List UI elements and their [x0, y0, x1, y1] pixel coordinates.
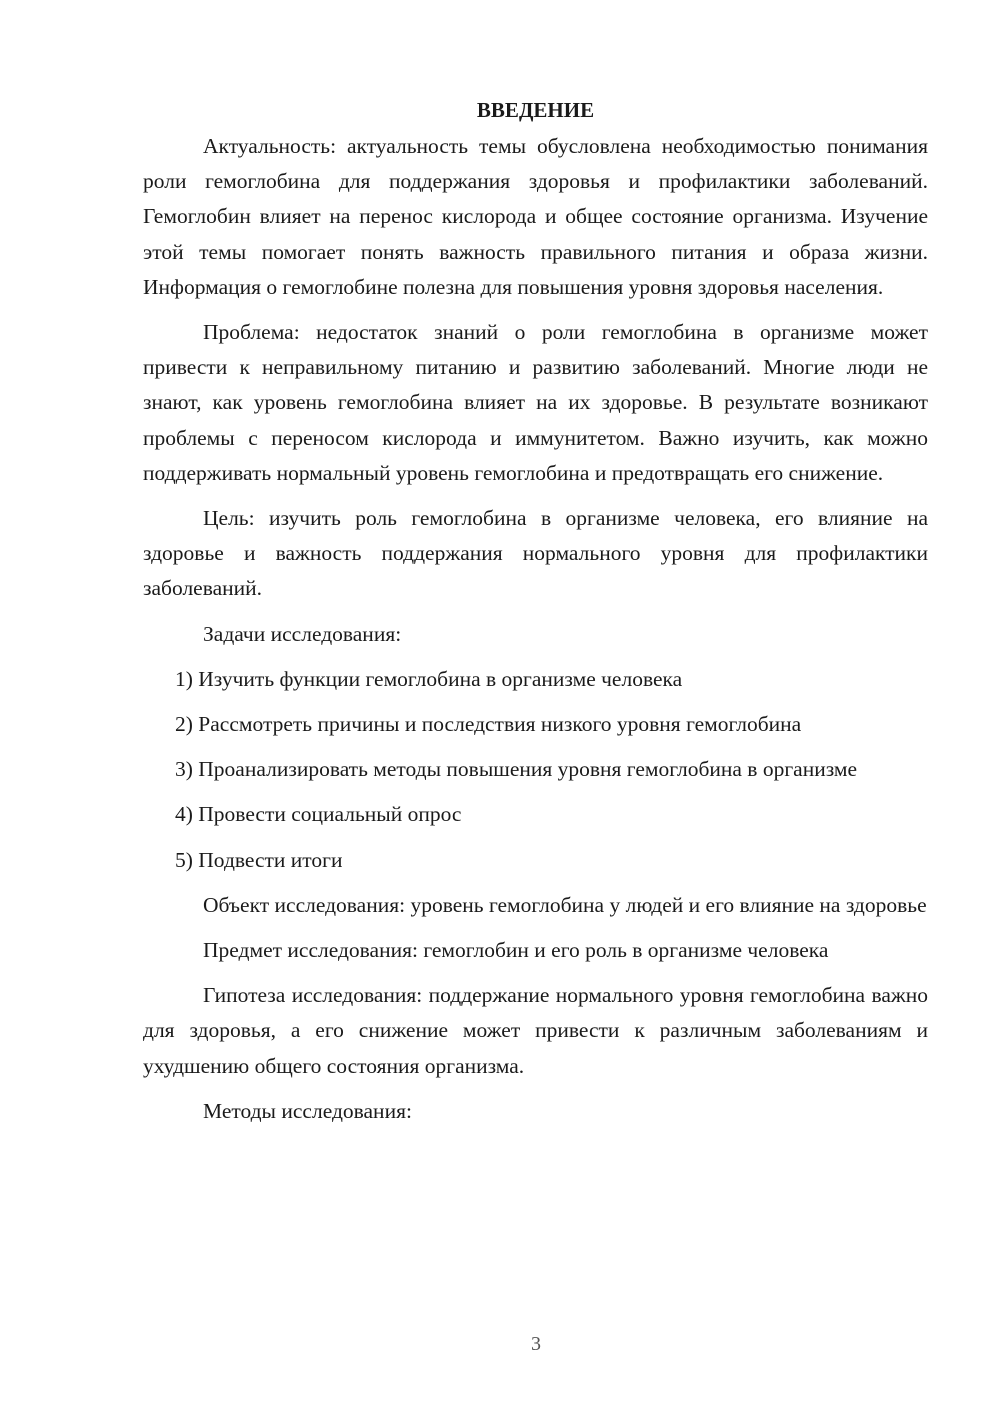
relevance-paragraph: Актуальность: актуальность темы обусловлена необходимостью понимания роли гемоглобина для поддержания здоровья и профилактики заболеваний. Гемоглобин влияет на перенос кислорода и общее состояние организма. Изучение этой темы помогает понять важность правильного питания и образа жизни. Информация о гемоглобине полезна для повышения уровня здоровья населения.	[143, 134, 928, 299]
task-item-1: 1) Изучить функции гемоглобина в организме человека	[175, 666, 683, 691]
hypothesis-paragraph: Гипотеза исследования: поддержание нормального уровня гемоглобина важно для здоровья, а его снижение может привести к различным заболеваниям и ухудшению общего состояния организма.	[143, 983, 928, 1078]
goal-paragraph: Цель: изучить роль гемоглобина в организме человека, его влияние на здоровье и важность поддержания нормального уровня для профилактики заболеваний.	[143, 506, 928, 601]
task-item-4: 4) Провести социальный опрос	[175, 802, 462, 827]
task-item-3: 3) Проанализировать методы повышения уровня гемоглобина в организме	[175, 757, 858, 782]
subject-paragraph: Предмет исследования: гемоглобин и его роль в организме человека	[203, 938, 829, 963]
problem-paragraph: Проблема: недостаток знаний о роли гемоглобина в организме может привести к неправильному питанию и развитию заболеваний. Многие люди не знают, как уровень гемоглобина влияет на их здоровье. В результате возникают проблемы с переносом кислорода и иммунитетом. Важно изучить, как можно поддерживать нормальный уровень гемоглобина и предотвращать его снижение.	[143, 320, 928, 485]
tasks-heading: Задачи исследования:	[203, 621, 402, 646]
task-item-5: 5) Подвести итоги	[175, 847, 343, 872]
methods-heading: Методы исследования:	[203, 1098, 412, 1123]
task-item-2: 2) Рассмотреть причины и последствия низкого уровня гемоглобина	[175, 712, 802, 737]
page-title: ВВЕДЕНИЕ	[476, 98, 595, 122]
document-page	[143, 93, 928, 1139]
page-number: 3	[531, 1333, 541, 1355]
object-paragraph: Объект исследования: уровень гемоглобина у людей и его влияние на здоровье	[203, 892, 927, 917]
